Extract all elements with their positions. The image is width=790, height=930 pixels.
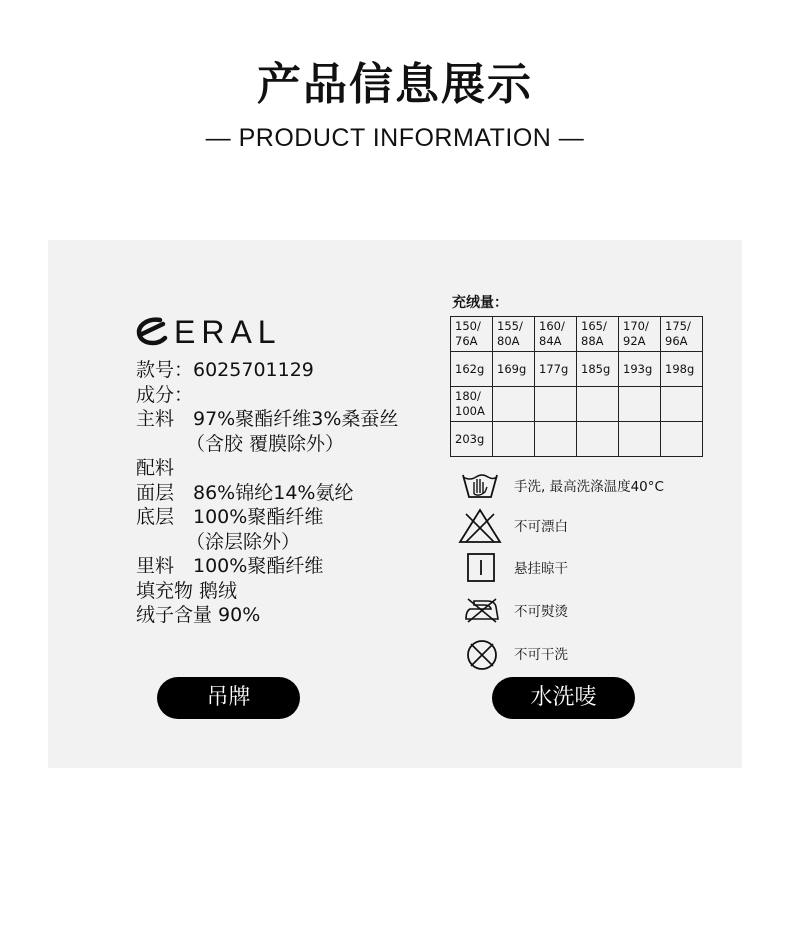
no-dry-clean-icon [465, 638, 501, 672]
spec-composition-heading: 成分： [136, 383, 194, 406]
page-subtitle: — PRODUCT INFORMATION — [205, 124, 585, 152]
spec-lining: 里料 100%聚酯纤维 [136, 555, 324, 577]
spec-filling: 填充物 鹅绒 [136, 579, 238, 602]
fill-table-cell [619, 422, 661, 457]
fill-table-cell-text: 84A [539, 334, 562, 348]
fill-table-cell [577, 422, 619, 457]
fill-table-row [451, 352, 703, 387]
no-iron-icon [462, 595, 504, 625]
fill-table-cell-text: 155/ [497, 319, 523, 333]
spec-list [136, 358, 398, 628]
fill-table-cell-text: 185g [581, 361, 611, 376]
fill-table-cell [577, 317, 619, 352]
fill-table-cell [619, 317, 661, 352]
fill-table-cell [661, 352, 703, 387]
brand-name: ERAL [174, 314, 282, 350]
fill-table-cell-text: 193g [623, 361, 653, 376]
fill-table-cell [661, 422, 703, 457]
fill-amount-table [450, 316, 703, 457]
no-bleach-icon [456, 508, 504, 544]
fill-table-cell-text: 180/ [455, 389, 481, 403]
fill-table-cell [619, 387, 661, 422]
fill-table-cell-text: 175/ [665, 319, 691, 333]
wash-label-button[interactable]: 水洗唛 [492, 677, 635, 719]
fill-table-cell [493, 352, 535, 387]
hand-wash-icon [460, 470, 500, 500]
fill-table-cell [661, 387, 703, 422]
fill-table-cell [577, 387, 619, 422]
spec-trim-heading: 配料 [136, 457, 175, 479]
fill-table-cell-text: 76A [455, 334, 478, 348]
fill-table-cell [577, 352, 619, 387]
fill-table-cell [535, 352, 577, 387]
fill-table-cell-text: 96A [665, 334, 688, 348]
fill-table-cell [493, 422, 535, 457]
fill-table-cell-text: 80A [497, 334, 520, 348]
fill-table-cell [451, 317, 493, 352]
fill-table-cell-text: 177g [539, 361, 569, 376]
product-info-panel [48, 240, 742, 768]
care-label: 手洗, 最高洗涤温度40°C [514, 479, 664, 495]
care-label: 不可漂白 [514, 519, 568, 535]
fill-table-row [451, 317, 703, 352]
fill-table-cell [619, 352, 661, 387]
fill-table-cell [451, 422, 493, 457]
fill-table-cell [535, 387, 577, 422]
fill-table-row [451, 422, 703, 457]
fill-table-cell-text: 88A [581, 334, 604, 348]
fill-table-cell-text: 203g [455, 431, 485, 446]
fill-table-cell [493, 387, 535, 422]
fill-table-cell [493, 317, 535, 352]
care-label: 悬挂晾干 [514, 561, 568, 577]
fill-amount-label: 充绒量： [452, 295, 508, 311]
fill-table-row [451, 387, 703, 422]
fill-table-cell-text: 170/ [623, 319, 649, 333]
fill-table-cell-text: 150/ [455, 319, 481, 333]
spec-main-fabric: 主料 97%聚酯纤维3%桑蚕丝 [136, 408, 399, 430]
fill-table-cell [535, 317, 577, 352]
fill-table-cell-text: 160/ [539, 319, 565, 333]
fill-table-cell-text: 92A [623, 334, 646, 348]
care-label: 不可干洗 [514, 647, 568, 663]
fill-table-cell [535, 422, 577, 457]
spec-down-content: 绒子含量 90% [136, 604, 261, 626]
fill-table-cell-text: 165/ [581, 319, 607, 333]
fill-table-cell [661, 317, 703, 352]
fill-table-cell [451, 387, 493, 422]
hangtag-button[interactable]: 吊牌 [157, 677, 300, 719]
care-label: 不可熨烫 [514, 604, 568, 620]
eral-e-logo-icon [136, 316, 170, 346]
spec-base-layer-note: （涂层除外） [186, 530, 301, 553]
spec-base-layer: 底层 100%聚酯纤维 [136, 506, 324, 528]
fill-table-cell [451, 352, 493, 387]
spec-outer-layer: 面层 86%锦纶14%氨纶 [136, 481, 354, 504]
spec-style-number: 款号：6025701129 [136, 359, 314, 381]
page-title: 产品信息展示 [257, 59, 533, 110]
fill-table-cell-text: 100A [455, 404, 485, 418]
fill-table-cell-text: 169g [497, 361, 527, 376]
fill-table-cell-text: 198g [665, 361, 695, 376]
hang-dry-icon [466, 552, 502, 584]
spec-main-fabric-note: （含胶 覆膜除外） [186, 432, 345, 455]
fill-table-cell-text: 162g [455, 361, 485, 376]
